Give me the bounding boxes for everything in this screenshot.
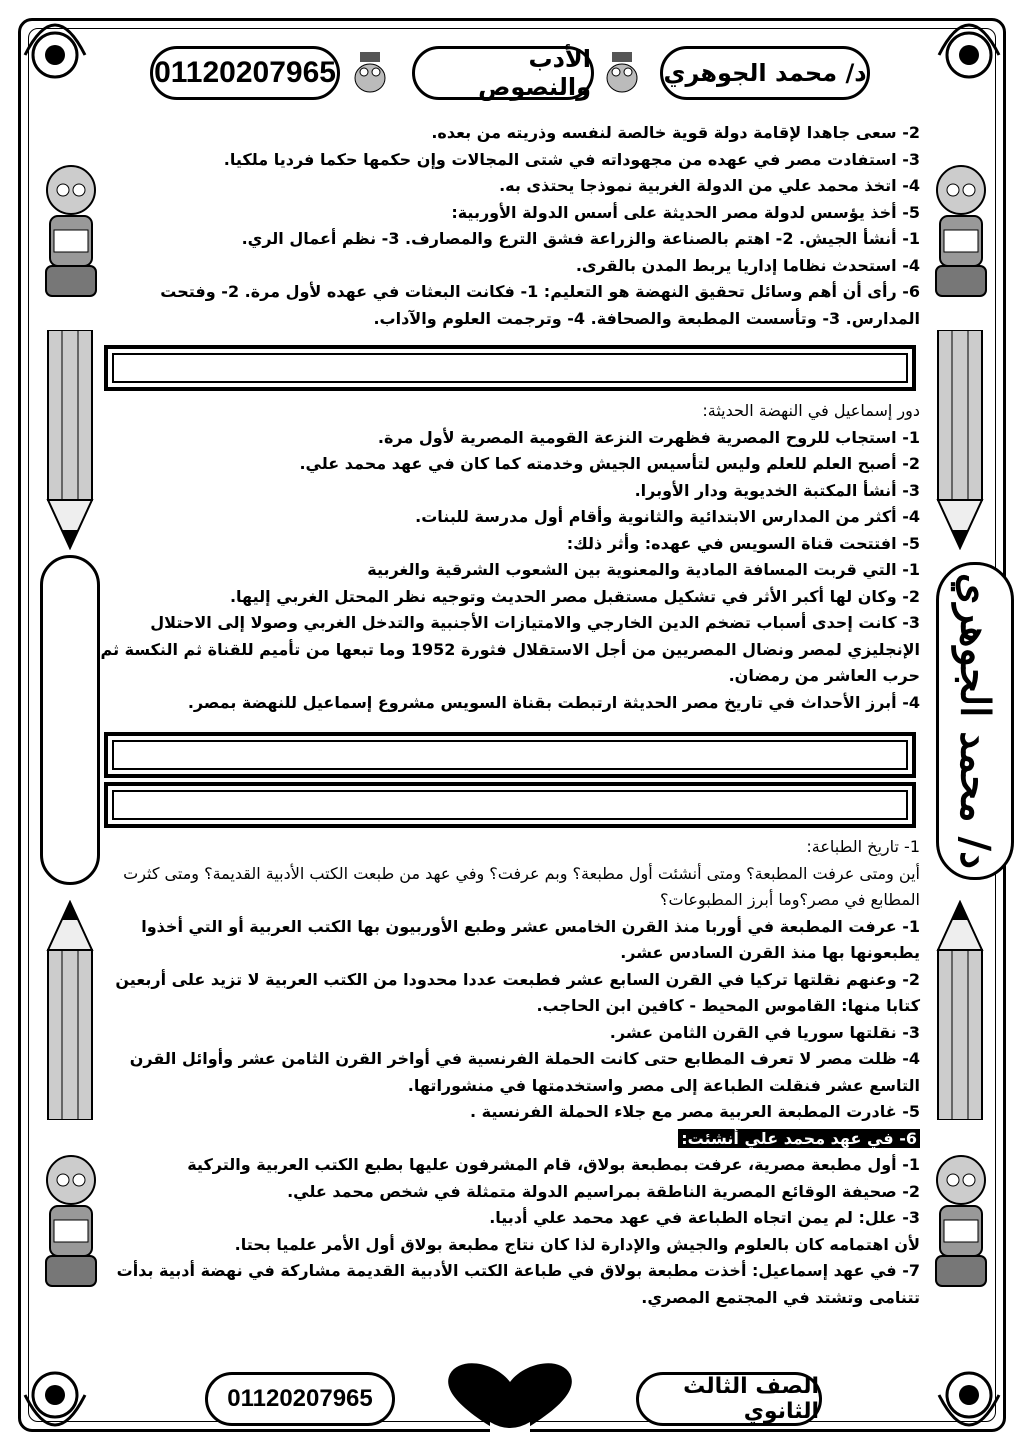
header-subject: الأدب والنصوص <box>412 46 594 100</box>
bird-icon <box>350 48 390 96</box>
list-item: 1- أنشأ الجيش. 2- اهتم بالصناعة والزراعة فشق الترع والمصارف. 3- نظم أعمال الري. <box>241 229 920 248</box>
reading-child-icon <box>926 160 996 310</box>
section-heading <box>100 1126 920 1153</box>
list-item: 2- وعنهم نقلتها تركيا في القرن السابع عشر فطبعت عددا محدودا من الكتب العربية لا تزيد على أربعين كتابا منها: القاموس المحيط - كافين ابن الحاجب. <box>115 969 920 1015</box>
empty-title-box <box>104 345 916 391</box>
pencil-icon <box>930 900 990 1120</box>
list-item: 5- افتتحت قناة السويس في عهده: وأثر ذلك: <box>566 533 920 553</box>
left-side-oval <box>40 555 100 885</box>
page-number: 3 <box>503 1402 517 1427</box>
highlighted-heading: 6- في عهد محمد علي أنشئت: <box>678 1129 920 1148</box>
side-author-label: د/ محمد الجوهري <box>936 562 1014 880</box>
section-title: 1- تاريخ الطباعة: <box>806 837 920 856</box>
list-item: 4- ظلت مصر لا تعرف المطابع حتى كانت الحملة الفرنسية في أواخر القرن الثامن عشر وأوائل القرن التاسع عشر فنقلت الطباعة إلى مصر واستخدمتها في منشوراتها. <box>129 1049 920 1095</box>
list-item: 2- أصبح العلم للعلم وليس لتأسيس الجيش وخدمته كما كان في عهد محمد علي. <box>299 454 920 473</box>
corner-ornament-icon <box>20 1360 90 1430</box>
footer-phone: 01120207965 <box>205 1372 395 1426</box>
empty-title-box <box>104 782 916 828</box>
list-item: 4- اتخذ محمد علي من الدولة الغربية نموذجا يحتذى به. <box>499 176 920 195</box>
list-item: 2- سعى جاهدا لإقامة دولة قوية خالصة لنفسه وذريته من بعده. <box>431 123 920 142</box>
section-ismail <box>100 398 920 716</box>
list-item: 7- في عهد إسماعيل: أخذت مطبعة بولاق في طباعة الكتب الأدبية القديمة مشاركة في نهضة أدبية بدأت تتنامى وتشتد في المجتمع المصري. <box>116 1261 920 1307</box>
heart-icon <box>440 1360 580 1440</box>
corner-ornament-icon <box>934 1360 1004 1430</box>
pencil-icon <box>40 330 100 550</box>
header-phone: 01120207965 <box>150 46 340 100</box>
section-printing-history <box>100 834 920 1311</box>
list-item: 2- صحيفة الوقائع المصرية الناطقة بمراسيم الدولة متمثلة في شخص محمد علي. <box>287 1181 920 1201</box>
list-item: 4- أبرز الأحداث في تاريخ مصر الحديثة ارتبطت بقناة السويس مشروع إسماعيل للنهضة بمصر. <box>187 692 920 712</box>
reading-child-icon <box>36 1150 106 1300</box>
list-item: لأن اهتمامه كان بالعلوم والجيش والإدارة لذا كان نتاج مطبعة بولاق أول الأمر علميا بحتا. <box>234 1234 920 1254</box>
corner-ornament-icon <box>934 20 1004 90</box>
section-title: دور إسماعيل في النهضة الحديثة: <box>702 401 920 420</box>
pencil-icon <box>40 900 100 1120</box>
page-header <box>150 38 870 108</box>
list-item: 4- استحدث نظاما إداريا يربط المدن بالقرى. <box>575 255 920 275</box>
list-item: 5- أخذ يؤسس لدولة مصر الحديثة على أسس الدولة الأوربية: <box>451 202 920 222</box>
reading-child-icon <box>36 160 106 310</box>
section-muhammad-ali <box>100 120 920 332</box>
list-item: 3- أنشأ المكتبة الخديوية ودار الأوبرا. <box>634 480 920 500</box>
list-item: 5- غادرت المطبعة العربية مصر مع جلاء الحملة الفرنسية . <box>469 1102 920 1121</box>
corner-ornament-icon <box>20 20 90 90</box>
pencil-icon <box>930 330 990 550</box>
list-item: 2- وكان لها أكبر الأثر في تشكيل مستقبل مصر الحديث وتوجيه نظر المحتل الغربي إليها. <box>229 586 920 606</box>
empty-title-box <box>104 732 916 778</box>
list-item: 3- نقلتها سوريا في القرن الثامن عشر. <box>609 1022 920 1042</box>
list-item: 4- أكثر من المدارس الابتدائية والثانوية وأقام أول مدرسة للبنات. <box>415 507 920 526</box>
list-item: 1- عرفت المطبعة في أوربا منذ القرن الخامس عشر وطبع الأوربيون بها الكتب العربية أو التي أخذوا يطبعونها بها منذ القرن السادس عشر. <box>141 916 920 962</box>
section-question: أين ومتى عرفت المطبعة؟ ومتى أنشئت أول مطبعة؟ وبم عرفت؟ وفي عهد من طبعت الكتب الأدبية القديمة؟ ومتى كثرت المطابع في مصر؟وما أبرز المطبوعات؟ <box>123 863 920 909</box>
list-item: 1- استجاب للروح المصرية فظهرت النزعة القومية المصرية لأول مرة. <box>377 427 920 447</box>
bird-icon <box>602 48 642 96</box>
list-item: 1- أول مطبعة مصرية، عرفت بمطبعة بولاق، قام المشرفون عليها بطبع الكتب العربية والتركية <box>187 1155 920 1174</box>
list-item: 1- التي قربت المسافة المادية والمعنوية بين الشعوب الشرقية والغربية <box>367 560 920 579</box>
header-author: د/ محمد الجوهري <box>660 46 870 100</box>
list-item: 6- رأى أن أهم وسائل تحقيق النهضة هو التعليم: 1- فكانت البعثات في عهده لأول مرة. 2- وفتحت المدارس. 3- وتأسست المطبعة والصحافة. 4- وترجمت العلوم والآداب. <box>160 282 920 328</box>
footer-grade: الصف الثالث الثانوي <box>636 1372 822 1426</box>
reading-child-icon <box>926 1150 996 1300</box>
list-item: 3- كانت إحدى أسباب تضخم الدين الخارجي والامتيازات الأجنبية والتدخل الغربي وصولا إلى الاحتلال الإنجليزي لمصر ونضال المصريين من أجل الاستقلال فثورة 1952 وما تبعها من تأميم للقناة ثم النكسة ثم حرب العاشر من رمضان. <box>100 613 920 685</box>
list-item: 3- استفادت مصر في عهده من مجهوداته في شتى المجالات وإن حكمها حكما فرديا ملكيا. <box>223 149 920 169</box>
list-item: 3- علل: لم يمن اتجاه الطباعة في عهد محمد علي أدبيا. <box>489 1208 920 1227</box>
